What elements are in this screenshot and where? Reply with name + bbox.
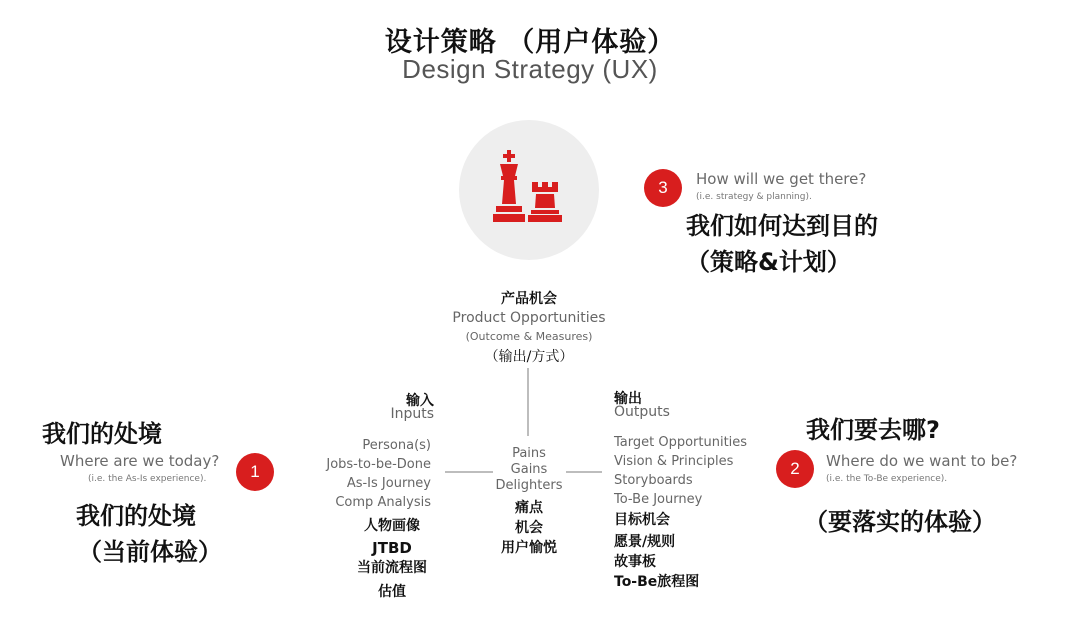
outputs-item-zh: To-Be旅程图: [614, 574, 700, 590]
inputs-list-en: [300, 436, 431, 512]
chess-king-rook-icon: [488, 148, 572, 228]
step1-question: Where are we today?: [60, 452, 220, 470]
outputs-zh: 输出: [614, 391, 642, 407]
step2-question: Where do we want to be?: [826, 452, 1018, 470]
right-connector: [566, 471, 602, 473]
outputs-en: Outputs: [614, 404, 670, 420]
step2-badge: 2: [776, 450, 814, 488]
outputs-item: Target Opportunities: [614, 435, 748, 450]
step3-zh-sub: （策略&计划）: [686, 248, 851, 276]
step2-zh-sub: （要落实的体验）: [804, 508, 996, 536]
inputs-list-zh: [330, 516, 454, 602]
inputs-item-zh: 人物画像: [364, 518, 420, 534]
outputs-item-zh: 目标机会: [614, 512, 670, 528]
title-en: Design Strategy (UX): [402, 54, 658, 84]
left-connector: [445, 471, 493, 473]
step1-zh: 我们的处境: [76, 502, 196, 530]
outputs-item: To-Be Journey: [614, 492, 703, 507]
center-en: Product Opportunities: [452, 310, 606, 326]
middle-item: Delighters: [495, 478, 563, 493]
outputs-item: Vision & Principles: [614, 454, 734, 469]
title-zh: 设计策略 （用户体验）: [384, 27, 676, 58]
middle-item-zh: 机会: [515, 520, 543, 536]
step3-note: (i.e. strategy & planning).: [696, 192, 812, 202]
middle-item-zh: 痛点: [515, 500, 543, 516]
inputs-item: Persona(s): [362, 438, 431, 453]
inputs-item: Comp Analysis: [335, 495, 431, 510]
inputs-en: Inputs: [390, 406, 434, 422]
middle-item: Gains: [510, 462, 548, 477]
inputs-item-zh: 当前流程图: [357, 560, 427, 576]
middle-item-zh: 用户愉悦: [501, 540, 557, 556]
center-zh: 产品机会: [501, 291, 557, 307]
step3-zh: 我们如何达到目的: [686, 212, 878, 240]
inputs-item: Jobs-to-be-Done: [326, 457, 431, 472]
outputs-item-zh: 故事板: [614, 554, 656, 570]
step3-badge: 3: [644, 169, 682, 207]
center-zh-sub: （输出/方式）: [484, 349, 574, 365]
inputs-zh: 输入: [406, 393, 434, 409]
middle-list-zh: [479, 498, 579, 558]
step1-badge: 1: [236, 453, 274, 491]
step1-heading: 我们的处境: [42, 420, 162, 448]
outputs-item-zh: 愿景/规则: [614, 534, 676, 550]
inputs-item-zh: JTBD: [372, 539, 412, 557]
outputs-list-zh: [614, 510, 764, 592]
center-en-sub: (Outcome & Measures): [465, 330, 593, 343]
step2-note: (i.e. the To-Be experience).: [826, 474, 948, 484]
step1-note: (i.e. the As-Is experience).: [88, 474, 207, 484]
step3-question: How will we get there?: [696, 170, 867, 188]
outputs-list-en: [614, 433, 764, 509]
middle-item: Pains: [512, 446, 546, 461]
step2-heading: 我们要去哪?: [806, 416, 940, 444]
vertical-connector: [527, 368, 529, 436]
inputs-item: As-Is Journey: [346, 476, 431, 491]
middle-list-en: [489, 446, 569, 494]
inputs-item-zh: 估值: [378, 584, 406, 600]
step1-zh-sub: （当前体验）: [78, 538, 222, 566]
outputs-item: Storyboards: [614, 473, 693, 488]
